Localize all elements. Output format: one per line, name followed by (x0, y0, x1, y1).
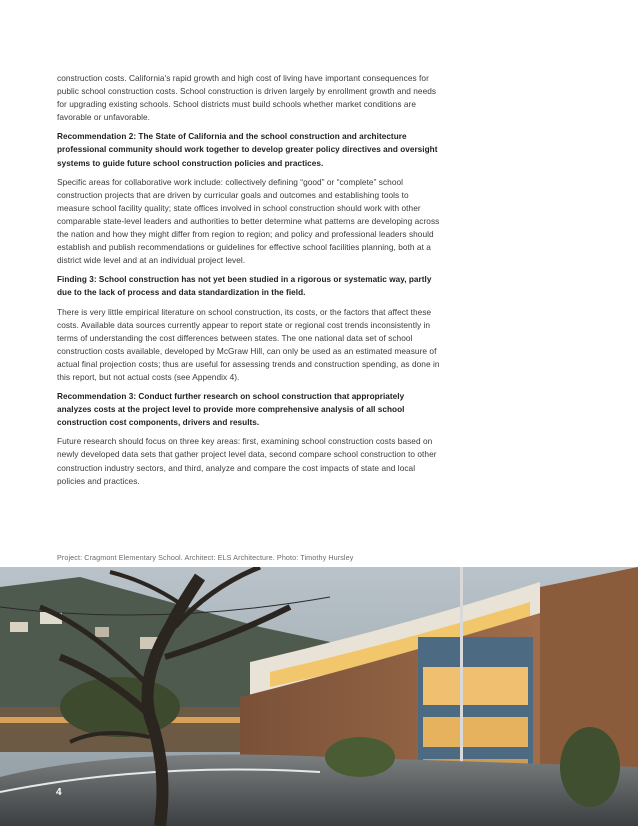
finding-3-heading: Finding 3: School construction has not yet been studied in a rigorous or systematic way, partly due to the lack of process and data standardization in the field. (57, 275, 432, 298)
recommendation-3-heading: Recommendation 3: Conduct further research on school construction that appropriately analyzes costs at the project level to provide more comprehensive analysis of all school construction cost components, drivers and results. (57, 392, 405, 428)
page-number: 4 (56, 787, 62, 798)
photo-caption: Project: Cragmont Elementary School. Architect: ELS Architecture. Photo: Timothy Hursley (57, 553, 354, 562)
body-paragraph: Specific areas for collaborative work include: collectively defining “good” or “complete” school construction projects that are driven by curricular goals and outcomes and establishing tools to measure school facility quality; state offices involved in school construction should work with other comparable state-level leaders and authorities to better determine what patterns are developing across the nation and how they might differ from region to region; and policy and professional leaders should establish and publish recommendations or guidelines for effective school facilities planning, both at a district wide level and at an individual project level. (57, 176, 440, 266)
document-body (57, 72, 441, 494)
body-paragraph: Future research should focus on three key areas: first, examining school construction costs based on newly developed data sets that gather project level data, second compare school construction to other construction industry sectors, and third, analyze and compare the cost impacts of state and local policies and practices. (57, 436, 437, 486)
body-paragraph: There is very little empirical literature on school construction, its costs, or the factors that affect these costs. Available data sources currently appear to report state or regional cost trends inconsistently in terms of understanding the cost differences between states. The one national data set of school construction costs available, developed by McGraw Hill, can only be used as an estimated measure of actual final projection costs; thus are useful for assessing trends and construction spending, as done in this report, but not actual costs (see Appendix 4). (57, 306, 440, 382)
school-photo (0, 567, 638, 826)
body-paragraph: construction costs. California's rapid growth and high cost of living have important consequences for public school construction costs. School construction is driven largely by enrollment growth and needs for upgrading existing schools. School districts must build schools whether market conditions are favorable or unfavorable. (57, 73, 437, 123)
recommendation-2-heading: Recommendation 2: The State of California and the school construction and architecture professional community should work together to develop greater policy directives and oversight systems to guide future school construction policies and practices. (57, 132, 438, 168)
